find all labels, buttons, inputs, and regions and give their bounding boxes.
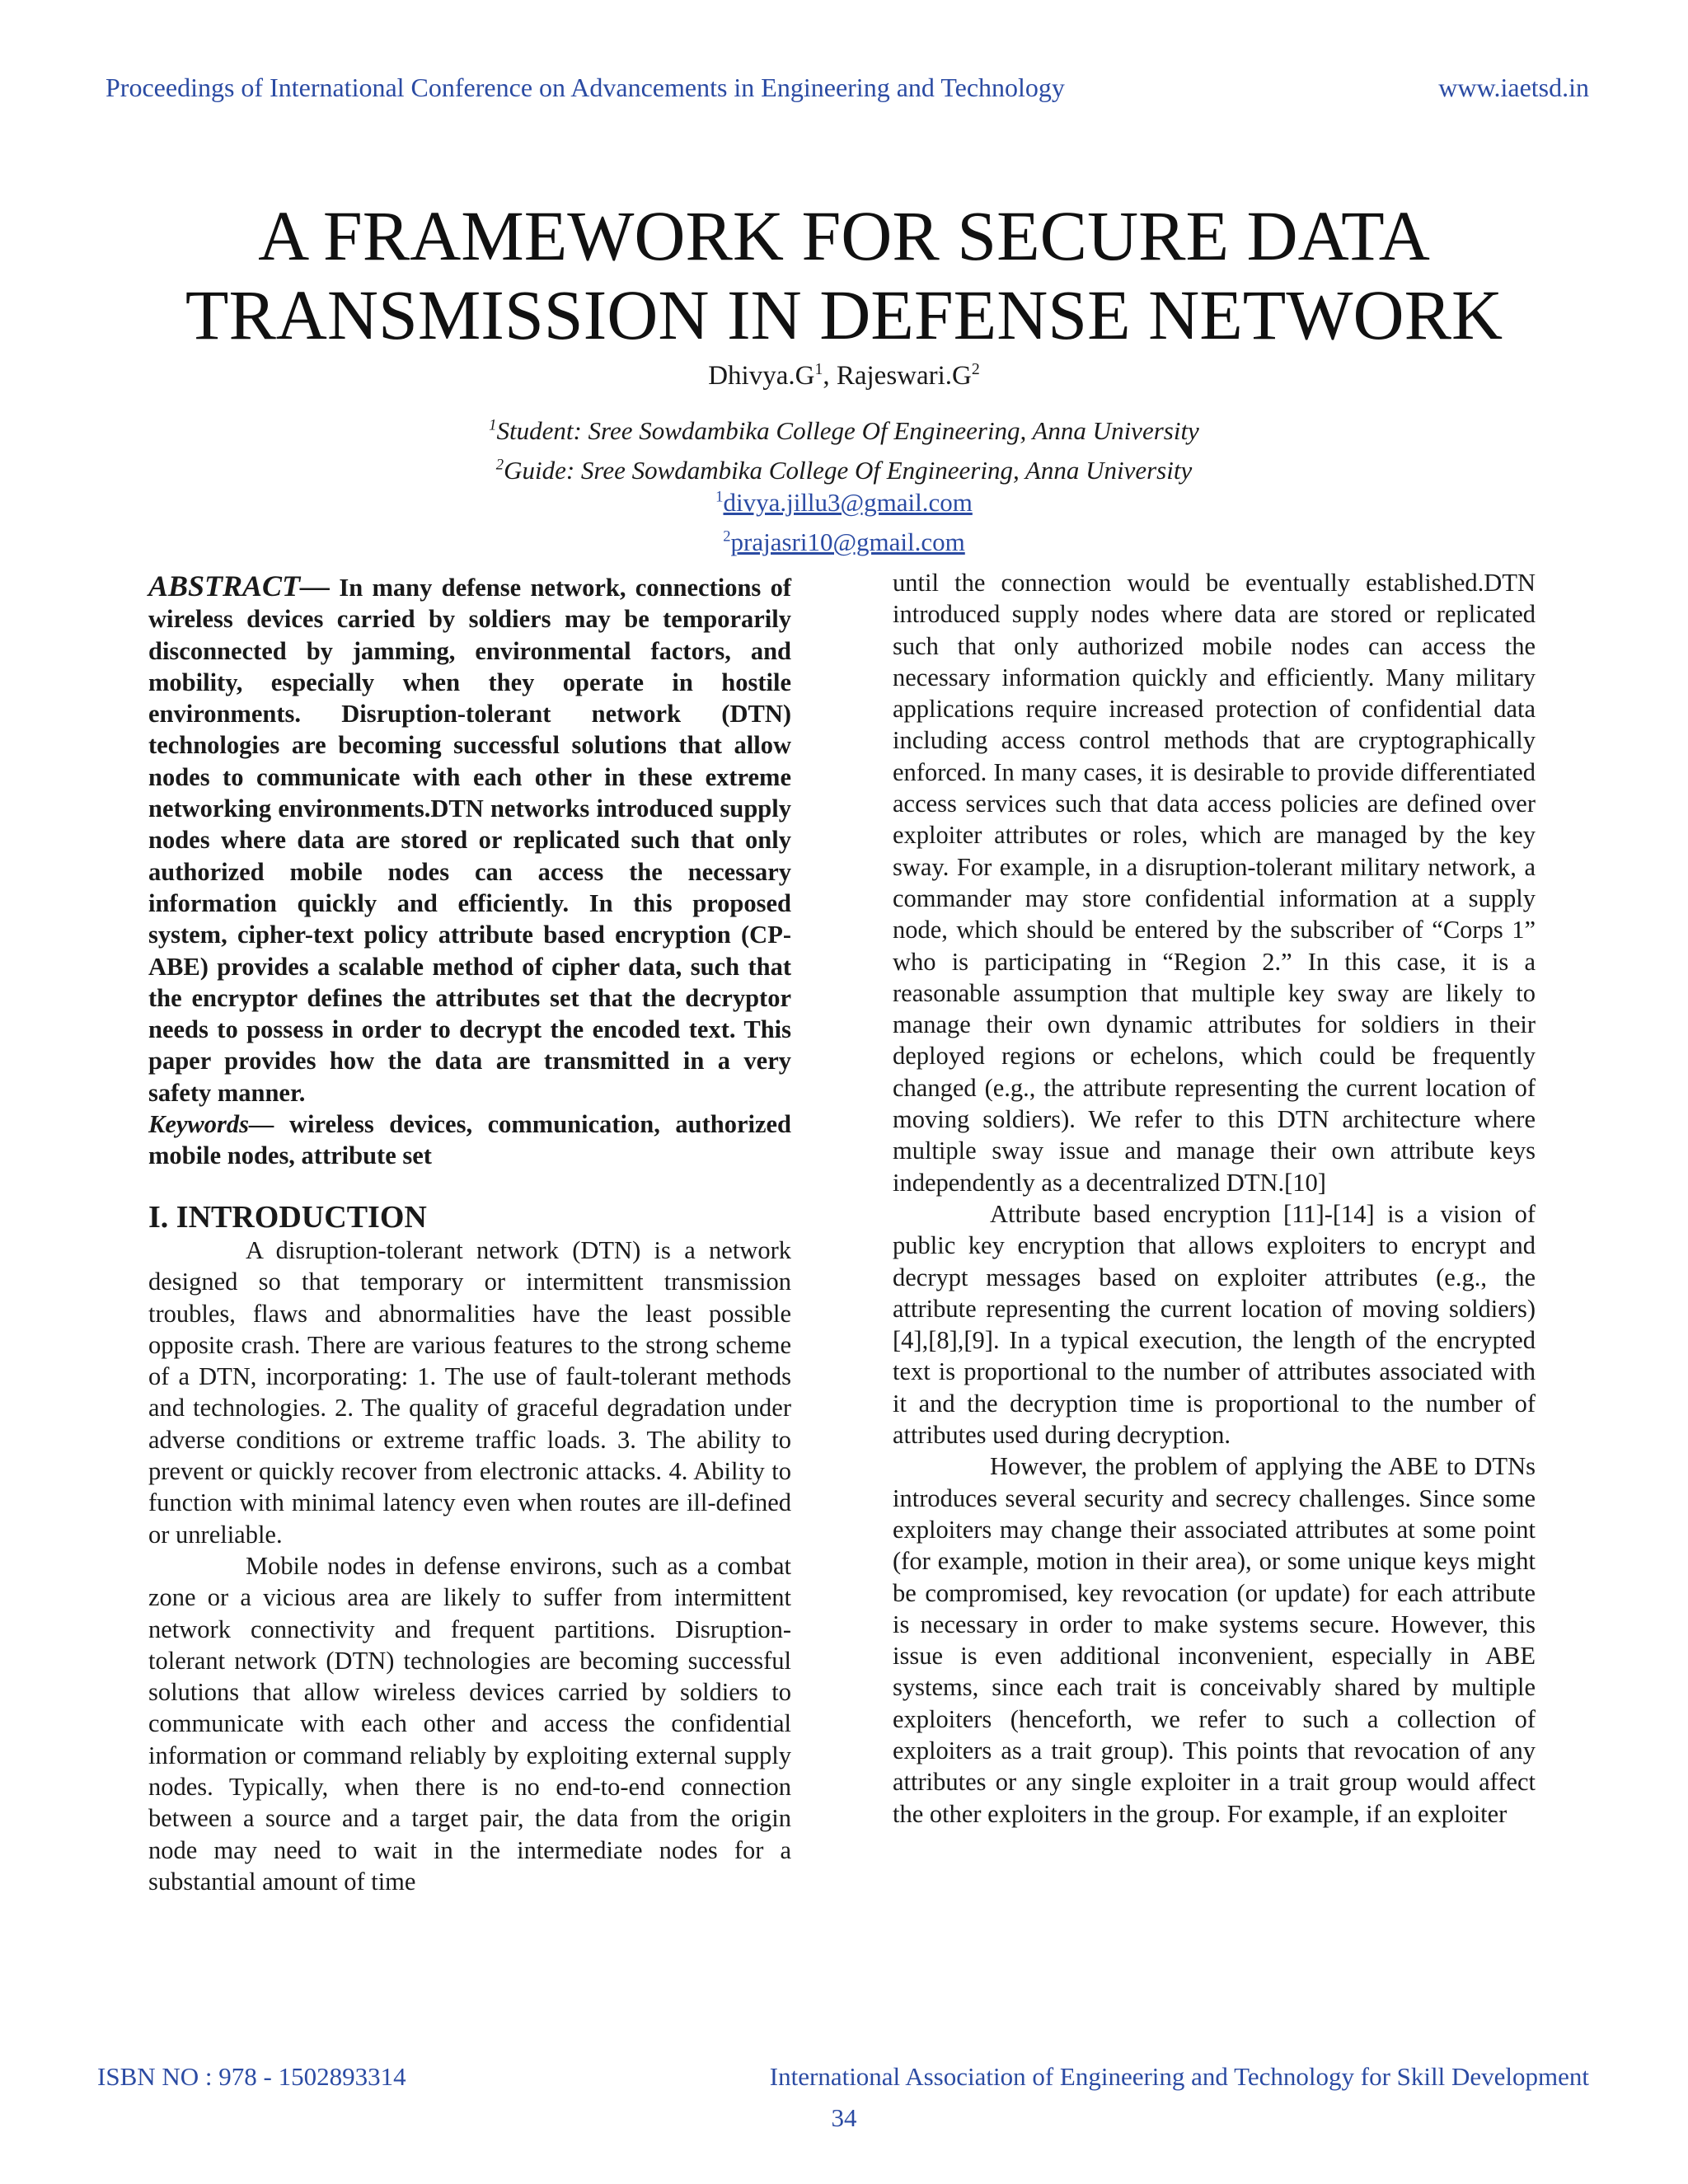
footer-organization: International Association of Engineering and Technology for Skill Development — [769, 2062, 1589, 2091]
affiliation-1-sup: 1 — [489, 416, 497, 434]
paper-title-line-1: A FRAMEWORK FOR SECURE DATA — [258, 196, 1430, 275]
author-separator: , — [823, 361, 837, 391]
email-1-link[interactable] — [0, 488, 1688, 518]
author-list — [0, 361, 1688, 391]
email-2-link[interactable] — [0, 527, 1688, 557]
affiliation-2-sup: 2 — [495, 456, 504, 474]
paper-title-line-2: TRANSMISSION IN DEFENSE NETWORK — [185, 275, 1503, 354]
footer-isbn: ISBN NO : 978 - 1502893314 — [97, 2062, 406, 2091]
abstract-text: In many defense network, connections of wireless devices carried by soldiers may be temporarily disconnected by jamming, environmental factors, and mobility, especially when they operate in hostile environments. Disruption-tolerant network (DTN) technologies are becoming successful solutions that allow nodes to communicate with each other in these extreme networking environments.DTN networks introduced supply nodes where data are stored or replicated such that only authorized mobile nodes can access the necessary information quickly and efficiently. In this proposed system, cipher-text policy attribute based encryption (CP-ABE) provides a scalable method of cipher data, such that the encryptor defines the attributes set that the decryptor needs to possess in order to decrypt the encoded text. This paper provides how the data are transmitted in a very safety manner. — [148, 574, 791, 1107]
affiliation-1 — [0, 416, 1688, 446]
right-column — [893, 567, 1536, 1830]
keywords-heading: Keywords— — [148, 1110, 274, 1139]
author-2-sup: 2 — [971, 360, 980, 378]
affiliation-2-text: Guide: Sree Sowdambika College Of Engineering, Anna University — [504, 456, 1193, 485]
keywords-paragraph — [148, 1108, 791, 1172]
author-2-name: Rajeswari.G — [836, 361, 972, 391]
email-1-sup: 1 — [715, 488, 724, 506]
email-1-address[interactable]: divya.jillu3@gmail.com — [723, 488, 973, 517]
keywords-text: wireless devices, communication, authorized mobile nodes, attribute set — [148, 1110, 791, 1170]
left-column — [148, 570, 791, 1897]
email-2-address[interactable]: prajasri10@gmail.com — [730, 527, 965, 556]
abstract-paragraph — [148, 570, 791, 1108]
running-header-website: www.iaetsd.in — [1438, 73, 1589, 102]
affiliation-2 — [0, 456, 1688, 485]
author-1-sup: 1 — [814, 360, 823, 378]
right-paragraph-2: Attribute based encryption [11]-[14] is a vision of public key encryption that allows exploiters to encrypt and decrypt messages based on exploiter attributes (e.g., the attribute representing the current location of moving soldiers)[4],[8],[9]. In a typical execution, the length of the encrypted text is proportional to the number of attributes associated with it and the decryption time is proportional to the number of attributes used during decryption. — [893, 1199, 1536, 1450]
abstract-heading: ABSTRACT— — [148, 569, 331, 602]
author-1-name: Dhivya.G — [708, 361, 815, 391]
page-number: 34 — [831, 2103, 857, 2132]
right-paragraph-3: However, the problem of applying the ABE to DTNs introduces several security and secrecy challenges. Since some exploiters may change their associated attributes at some point (for example, motion in their area), or some unique keys might be compromised, key revocation (or update) for each attribute is necessary in order to make systems secure. However, this issue is even additional inconvenient, especially in ABE systems, since each trait is conceivably shared by multiple exploiters (henceforth, we refer to such a collection of exploiters as a trait group). This points that revocation of any attributes or any single exploiter in a trait group would affect the other exploiters in the group. For example, if an exploiter — [893, 1452, 1536, 1828]
running-header-conference: Proceedings of International Conference on Advancements in Engineering and Technology — [106, 73, 1065, 102]
affiliation-1-text: Student: Sree Sowdambika College Of Engineering, Anna University — [496, 416, 1199, 445]
intro-paragraph-2: Mobile nodes in defense environs, such as a combat zone or a vicious area are likely to suffer from intermittent network connectivity and frequent partitions. Disruption-tolerant network (DTN) technologies are becoming successful solutions that allow wireless devices carried by soldiers to communicate with each other and access the confidential information or command reliably by exploiting external supply nodes. Typically, when there is no end-to-end connection between a source and a target pair, the data from the origin node may need to wait in the intermediate nodes for a substantial amount of time — [148, 1551, 791, 1896]
section-heading-introduction: I. INTRODUCTION — [148, 1199, 427, 1235]
email-2-sup: 2 — [723, 527, 731, 546]
intro-paragraph-1: A disruption-tolerant network (DTN) is a network designed so that temporary or intermittent transmission troubles, flaws and abnormalities have the least possible opposite crash. There are various features to the strong scheme of a DTN, incorporating: 1. The use of fault-tolerant methods and technologies. 2. The quality of graceful degradation under adverse conditions or extreme traffic loads. 3. The ability to prevent or quickly recover from electronic attacks. 4. Ability to function with minimal latency even when routes are ill-defined or unreliable. — [148, 1235, 791, 1549]
right-paragraph-1: until the connection would be eventually established.DTN introduced supply nodes where data are stored or replicated such that only authorized mobile nodes can access the necessary information quickly and efficiently. Many military applications require increased protection of confidential data including access control methods that are cryptographically enforced. In many cases, it is desirable to provide differentiated access services such that data access policies are defined over exploiter attributes or roles, which are managed by the key sway. For example, in a disruption-tolerant military network, a commander may store confidential information at a supply node, which should be entered by the subscriber of “Corps 1” who is participating in “Region 2.” In this case, it is a reasonable assumption that multiple key sway are likely to manage their own dynamic attributes for soldiers in their deployed regions or echelons, which could be frequently changed (e.g., the attribute representing the current location of moving soldiers). We refer to this DTN architecture where multiple sway issue and manage their own attribute keys independently as a decentralized DTN.[10] — [893, 569, 1536, 1197]
paper-title — [0, 196, 1688, 354]
